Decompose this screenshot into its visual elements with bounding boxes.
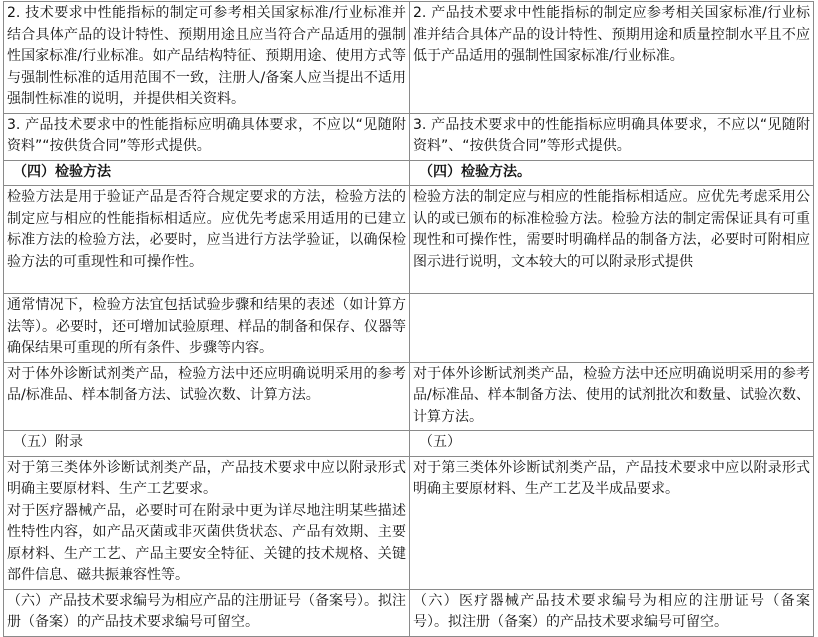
section-heading: （四）检验方法。 [419,163,531,180]
table-cell-left [4,456,410,589]
cell-text: 对于体外诊断试剂类产品，检验方法中还应明确说明采用的参考品/标准品、样本制备方法、使用的试剂批次和数量、试验次数、计算方法。 [413,365,810,425]
table-cell-right [410,294,814,363]
table-cell-right [410,362,814,431]
cell-text: 检验方法是用于验证产品是否符合规定要求的方法，检验方法的制定应与相应的性能指标相适应。应优先考虑采用适用的已建立标准方法的检验方法，必要时，应当进行方法学验证，以确保检验方法的可重现性和可操作性。 [7,189,406,270]
table-row [4,160,814,186]
cell-text: 通常情况下，检验方法宜包括试验步骤和结果的表述（如计算方法等）。必要时，还可增加试验原理、样品的制备和保存、仪器等确保结果可重现的所有条件、步骤等内容。 [7,297,406,356]
section-heading: （五） [419,434,461,450]
cell-text: 2. 技术要求中性能指标的制定可参考相关国家标准/行业标准并结合具体产品的设计特性、预期用途且应当符合产品适用的强制性国家标准/行业标准。如产品结构特征、预期用途、使用方式等与强制性标准的适用范围不一致，注册人/备案人应当提出不适用强制性标准的说明，并提供相关资料。 [7,5,406,107]
cell-text: 检验方法的制定应与相应的性能指标相适应。应优先考虑采用公认的或已颁布的标准检验方法。检验方法的制定需保证具有可重现性和可操作性，需要时明确样品的制备方法，必要时可附相应图示进行说明，文本较大的可以附录形式提供 [413,189,810,270]
table-row [4,431,814,457]
table-cell-right [410,160,814,186]
table-cell-left [4,589,410,636]
table-row [4,186,814,294]
table-cell-left [4,431,410,457]
table-cell-right [410,456,814,589]
cell-text: 2. 产品技术要求中性能指标的制定应参考相关国家标准/行业标准并结合具体产品的设计特性、预期用途和质量控制水平且不应低于产品适用的强制性国家标准/行业标准。 [413,5,810,64]
table-cell-right [410,186,814,294]
cell-text: 对于医疗器械产品，必要时可在附录中更为详尽地注明某些描述性特性内容，如产品灭菌或非灭菌供货状态、产品有效期、主要原材料、生产工艺、产品主要安全特征、关键的技术规格、关键部件信息、磁共振兼容性等。 [7,502,406,583]
cell-text: 3. 产品技术要求中的性能指标应明确具体要求，不应以“见随附资料”“按供货合同”等形式提供。 [7,116,406,154]
table-cell-left [4,186,410,294]
table-cell-left [4,362,410,431]
table-row [4,589,814,636]
cell-text: （六）医疗器械产品技术要求编号为相应的注册证号（备案号）。拟注册（备案）的产品技术要求编号可留空。 [413,592,810,630]
table-cell-left [4,160,410,186]
cell-text: 3. 产品技术要求中的性能指标应明确具体要求，不应以“见随附资料”、“按供货合同”等形式提供。 [413,116,810,154]
table-row [4,294,814,363]
table-cell-left [4,2,410,114]
table-cell-right [410,431,814,457]
table-cell-left [4,294,410,363]
table-cell-right [410,589,814,636]
table-row [4,2,814,114]
cell-text: 对于第三类体外诊断试剂类产品，产品技术要求中应以附录形式明确主要原材料、生产工艺及半成品要求。 [413,459,810,497]
table-row [4,362,814,431]
cell-text: 对于第三类体外诊断试剂类产品，产品技术要求中应以附录形式明确主要原材料、生产工艺要求。 [7,459,406,497]
section-heading: （四）检验方法 [13,163,111,180]
cell-text: （六）产品技术要求编号为相应产品的注册证号（备案号）。拟注册（备案）的产品技术要求编号可留空。 [7,592,406,630]
table-row [4,113,814,160]
table-row [4,456,814,589]
comparison-table [3,1,814,637]
table-cell-right [410,2,814,114]
cell-text: 对于体外诊断试剂类产品，检验方法中还应明确说明采用的参考品/标准品、样本制备方法、试验次数、计算方法。 [7,365,406,403]
section-heading: （五）附录 [13,434,83,450]
table-cell-left [4,113,410,160]
table-cell-right [410,113,814,160]
